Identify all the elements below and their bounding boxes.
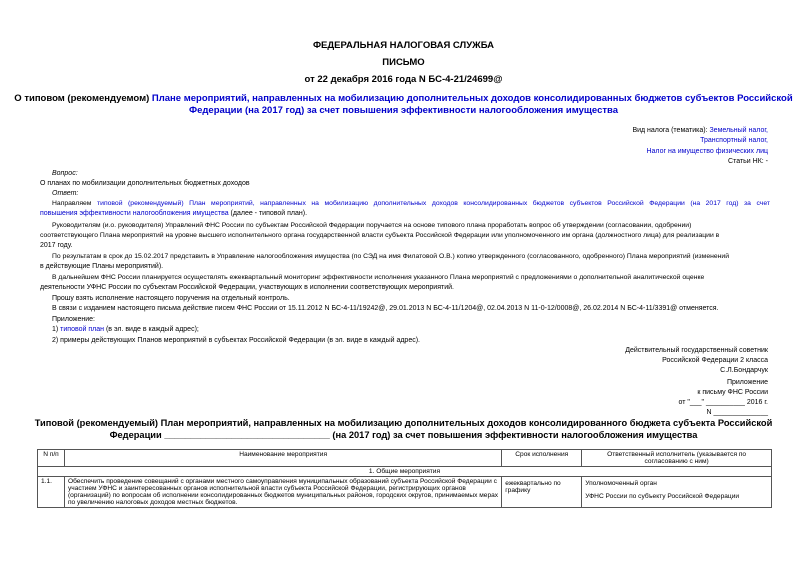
attachment-1 [52,325,199,335]
paragraph-4-line1: В дальнейшем ФНС России планируется осуществлять ежеквартальный мониторинг эффективности исполнения указанного Плана мероприятий с предложениями о дополнительной аналитической оценке [52,274,705,281]
p1-plan-link[interactable]: типовой (рекомендуемый) План мероприятий, направленных на мобилизацию дополнительных доходов консолидированных бюджетов субъектов Российской Федерации (на 2017 год) за счет [97,200,770,207]
question-label: Вопрос: [52,170,78,177]
table-row [38,477,772,508]
signature-name: С.Л.Бондарчук [720,367,768,374]
appendix-date: от "___" __________ 2016 г. [678,399,768,406]
attachment-2: 2) примеры действующих Планов мероприятий в субъектах Российской Федерации (в эл. виде в каждый адрес). [52,337,420,344]
tax-type-label: Вид налога (тематика): [632,127,710,134]
tax-link-land[interactable]: Земельный налог, [709,127,768,134]
col-header-deadline: Срок исполнения [502,450,582,467]
paragraph-2-line1: Руководителям (и.о. руководителя) Управлений ФНС России по субъектам Российской Федерации поручается на основе типового плана проработать вопрос об утверждении (согласовании, одобрении) [52,222,692,229]
paragraph-1-line1 [40,199,770,209]
document-title-line2[interactable]: Федерации (на 2017 год) за счет повышения эффективности налогообложения имущества [189,105,618,116]
p1-start: Направляем [52,200,98,207]
p1-plan-link-cont[interactable]: повышения эффективности налогообложения имущества [40,210,229,217]
document-date: от 22 декабря 2016 года N БС-4-21/24699@ [304,74,503,85]
attachments-label: Приложение: [52,316,96,323]
appendix-number: N ______________ [706,409,768,416]
paragraph-1-line2 [40,209,307,219]
att1-rest: (в эл. виде в каждый адрес); [104,326,199,333]
agency-name: ФЕДЕРАЛЬНАЯ НАЛОГОВАЯ СЛУЖБА [312,40,495,51]
row-num: 1.1. [38,477,65,508]
col-header-responsible: Ответственный исполнитель (указывается по согласованию с ним) [582,450,772,467]
col-header-num: N п/п [38,450,65,467]
document-title-line1 [0,93,807,104]
document-type: ПИСЬМО [382,57,425,68]
paragraph-3-line2: в действующие Планы мероприятий). [40,263,164,270]
tax-type-line1 [368,126,768,136]
tax-link-property[interactable]: Налог на имущество физических лиц [646,148,768,155]
appendix-label: Приложение [726,379,768,386]
question-text: О планах по мобилизации дополнительных бюджетных доходов [40,180,250,187]
responsible-1: Уполномоченный орган [585,480,657,487]
title-prefix: О типовом (рекомендуемом) [14,93,152,104]
paragraph-2-line2: соответствующего Плана мероприятий на уровне высшего исполнительного органа государственной власти субъекта Российской Федерации или уполномоченного им органа (должностного лица) для реализации в [40,232,720,239]
plan-table [37,449,772,508]
responsible-2: УФНС России по субъекту Российской Федерации [585,493,740,500]
p1-end: (далее - типовой план). [228,210,308,217]
plan-link[interactable]: Плане мероприятий, направленных на мобилизацию дополнительных доходов консолидированных бюджетов субъектов Российской [151,93,793,104]
att1-template-plan-link[interactable]: типовой план [60,326,104,333]
att1-num: 1) [52,326,61,333]
col-header-name: Наименование мероприятия [64,450,501,467]
section-row [38,467,772,477]
tax-link-transport[interactable]: Транспортный налог, [700,137,768,144]
row-responsible [582,477,772,508]
table-header-row [38,450,772,467]
row-name: Обеспечить проведение совещаний с органами местного самоуправления муниципальных образований субъекта Российской Федерации с участием УФНС и заинтересованных органов исполнительной власти субъекта Российской Федерации, регистрирующих органов (организаций) по вопросам об исполнении консолидированных бюджетов муниципальных районов, городских округов, принимаемых мерах по увеличению налоговых доходов местных бюджетов. [64,477,501,508]
signature-title-2: Российской Федерации 2 класса [662,357,768,364]
appendix-to-letter: к письму ФНС России [697,389,768,396]
paragraph-5: Прошу взять исполнение настоящего поручения на отдельный контроль. [52,295,290,302]
paragraph-4-line2: деятельности УФНС России по субъектам Российской Федерации, участвующих в исполнении соответствующих мероприятий. [40,284,454,291]
nk-articles: Статьи НК: - [728,158,768,165]
plan-title-line2: Федерации ________________________________ (на 2017 год) за счет повышения эффективности налогообложения имущества [109,430,698,440]
paragraph-6: В связи с изданием настоящего письма действие писем ФНС России от 15.11.2012 N БС-4-11/19242@, 29.01.2013 N БС-4-11/1204@, 02.04.2013 N 11-0-12/0008@, 26.02.2014 N БС-4-11/3391@ отменяется. [52,305,719,312]
section-1-title: 1. Общие мероприятия [38,467,772,477]
plan-title-line1: Типовой (рекомендуемый) План мероприятий, направленных на мобилизацию дополнительных доходов консолидированного бюджета субъекта Российской [34,418,773,428]
paragraph-2-line3: 2017 году. [40,242,73,249]
signature-title-1: Действительный государственный советник [625,347,768,354]
answer-label: Ответ: [52,190,79,197]
row-deadline: ежеквартально по графику [502,477,582,508]
paragraph-3-line1: По результатам в срок до 15.02.2017 представить в Управление налогообложения имущества (по СЭД на имя Филатовой О.В.) копию утвержденного (согласованного, одобренного) Плана мероприятий (изменений [52,253,729,260]
